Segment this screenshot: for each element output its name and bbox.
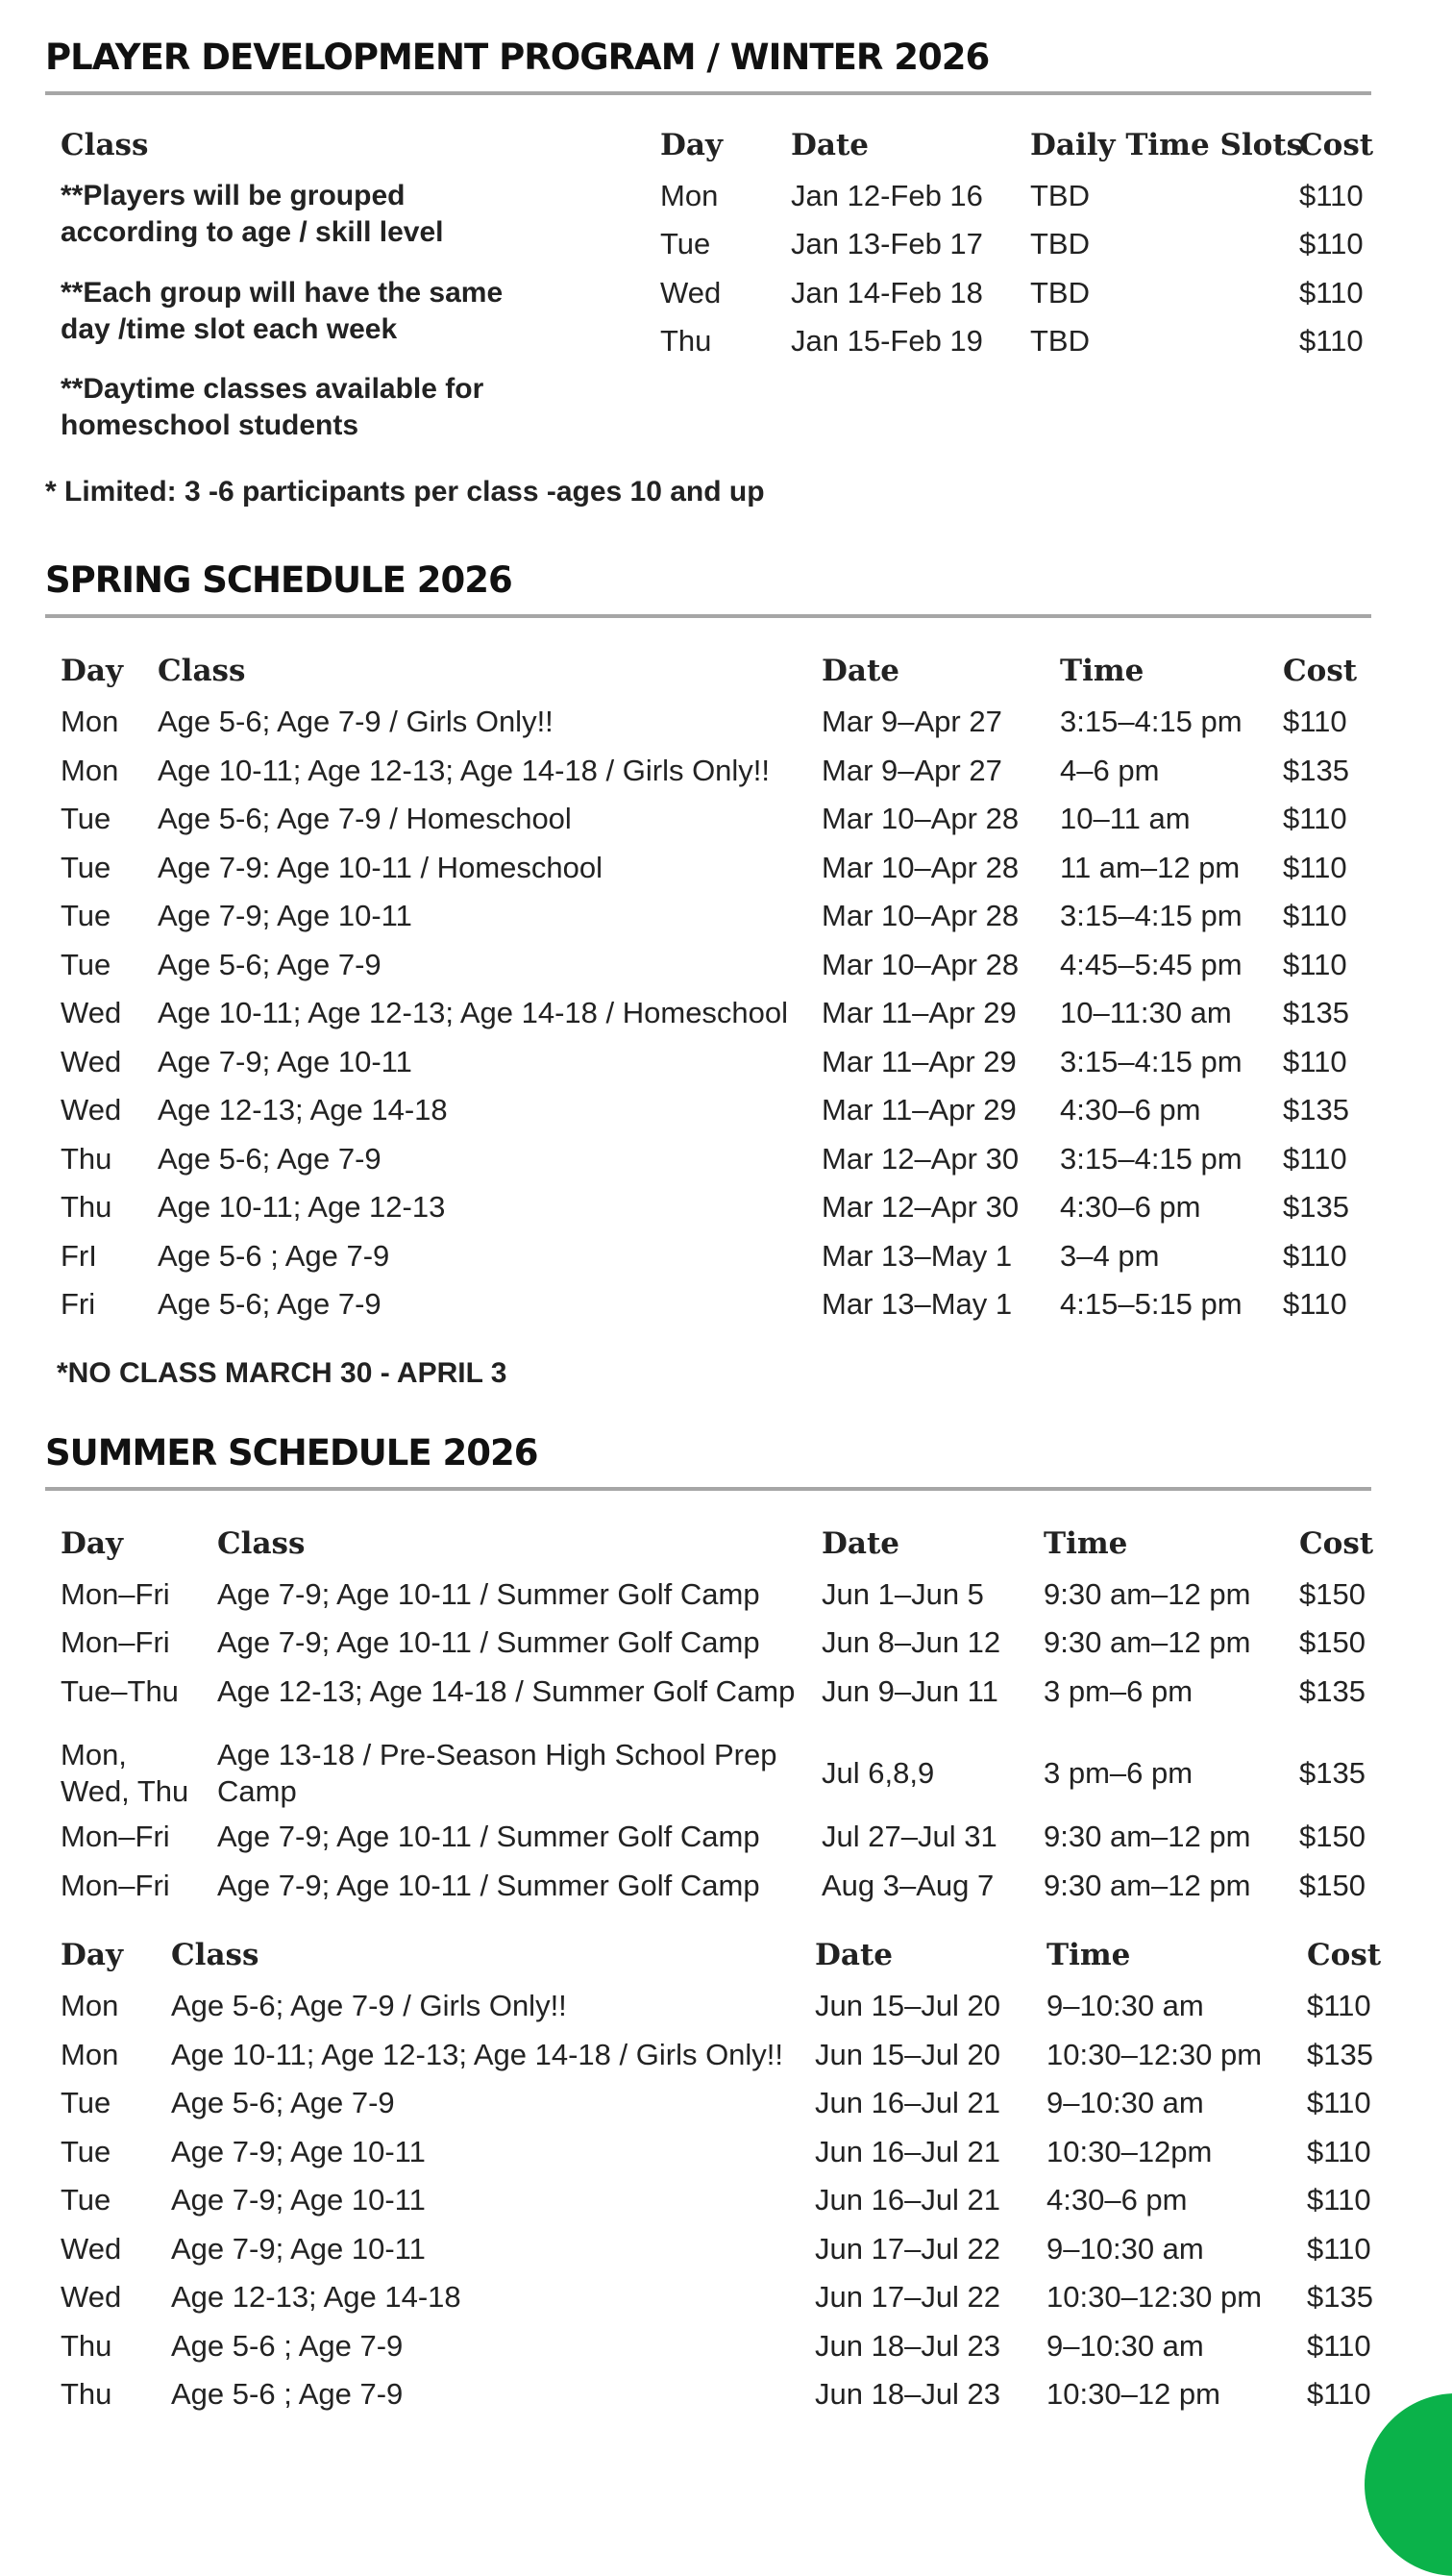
summer-header-class: Class bbox=[217, 1526, 306, 1561]
summer-weekly-row-class: Age 5-6; Age 7-9 bbox=[171, 2086, 395, 2119]
spring-row-class: Age 5-6; Age 7-9 / Girls Only!! bbox=[158, 705, 554, 738]
spring-row-cost: $110 bbox=[1283, 705, 1347, 738]
summer-weekly-row-class: Age 7-9; Age 10-11 bbox=[171, 2183, 426, 2217]
spring-section-title: SPRING SCHEDULE 2026 bbox=[45, 559, 1371, 618]
summer-weekly-row-date: Jun 16–Jul 21 bbox=[815, 2183, 1001, 2217]
summer-weekly-row-date: Jun 16–Jul 21 bbox=[815, 2086, 1001, 2119]
summer-weekly-row-time: 9–10:30 am bbox=[1046, 2231, 1204, 2266]
spring-row-date: Mar 12–Apr 30 bbox=[822, 1141, 1020, 1176]
spring-row-class: Age 12-13; Age 14-18 bbox=[158, 1093, 448, 1127]
spring-row-day: Fri bbox=[61, 1287, 96, 1321]
summer-weekly-row-class: Age 12-13; Age 14-18 bbox=[171, 2280, 461, 2314]
winter-note-homeschool: **Daytime classes available for homeschool students bbox=[61, 373, 484, 441]
summer-weekly-row-date: Jun 18–Jul 23 bbox=[815, 2328, 1001, 2363]
spring-no-class-note: *NO CLASS MARCH 30 - APRIL 3 bbox=[57, 1357, 507, 1389]
summer-weekly-row-day: Tue bbox=[61, 2134, 111, 2168]
spring-row-class: Age 5-6; Age 7-9 bbox=[158, 1141, 381, 1176]
summer-weekly-row-time: 4:30–6 pm bbox=[1046, 2183, 1188, 2217]
spring-header-day: Day bbox=[61, 654, 123, 688]
spring-row-time: 10–11 am bbox=[1060, 802, 1191, 835]
summer-header-date: Date bbox=[822, 1526, 900, 1561]
winter-note-same-slot: **Each group will have the same day /time slot each week bbox=[61, 277, 504, 345]
spring-row-time: 3–4 pm bbox=[1060, 1238, 1160, 1273]
spring-row-class: Age 5-6 ; Age 7-9 bbox=[158, 1238, 390, 1273]
spring-row-class: Age 5-6; Age 7-9 bbox=[158, 1287, 381, 1321]
spring-row-cost: $135 bbox=[1283, 996, 1349, 1029]
spring-row-class: Age 10-11; Age 12-13; Age 14-18 / Girls Only!! bbox=[158, 753, 771, 787]
spring-row-time: 4:30–6 pm bbox=[1060, 1093, 1201, 1127]
summer-weekly-row-cost: $110 bbox=[1307, 2183, 1371, 2217]
summer-weekly-row-day: Wed bbox=[61, 2231, 122, 2266]
summer-weekly-row-time: 10:30–12:30 pm bbox=[1046, 2037, 1263, 2071]
spring-row-time: 4:15–5:15 pm bbox=[1060, 1287, 1243, 1321]
winter-header-date: Date bbox=[791, 128, 870, 162]
spring-row-date: Mar 9–Apr 27 bbox=[822, 705, 1002, 738]
spring-row-time: 3:15–4:15 pm bbox=[1060, 1044, 1243, 1078]
summer-weekly-row-cost: $110 bbox=[1307, 2377, 1371, 2411]
spring-row-cost: $110 bbox=[1283, 1238, 1347, 1273]
spring-row-cost: $110 bbox=[1283, 802, 1347, 835]
summer-weekly-row-date: Jun 17–Jul 22 bbox=[815, 2231, 1001, 2266]
spring-header-class: Class bbox=[158, 654, 246, 688]
spring-row-day: Wed bbox=[61, 1093, 122, 1127]
spring-row-time: 4:30–6 pm bbox=[1060, 1190, 1201, 1224]
summer-weekly-row-date: Jun 16–Jul 21 bbox=[815, 2134, 1001, 2168]
winter-header-day: Day bbox=[660, 128, 723, 162]
spring-row-cost: $135 bbox=[1283, 1093, 1349, 1127]
spring-row-class: Age 7-9: Age 10-11 / Homeschool bbox=[158, 850, 603, 884]
summer-weekly-row-class: Age 5-6; Age 7-9 / Girls Only!! bbox=[171, 1989, 567, 2022]
summer-weekly-row-day: Wed bbox=[61, 2280, 122, 2314]
spring-row-time: 4–6 pm bbox=[1060, 753, 1160, 787]
spring-row-day: Tue bbox=[61, 947, 111, 981]
summer-weekly-row-day: Tue bbox=[61, 2183, 111, 2217]
spring-row-date: Mar 11–Apr 29 bbox=[822, 1044, 1017, 1078]
spring-row-class: Age 10-11; Age 12-13; Age 14-18 / Homeschool bbox=[158, 996, 789, 1029]
spring-row-time: 3:15–4:15 pm bbox=[1060, 1141, 1243, 1176]
summer-weekly-row-class: Age 10-11; Age 12-13; Age 14-18 / Girls Only!! bbox=[171, 2037, 784, 2071]
summer-weekly-row-date: Jun 18–Jul 23 bbox=[815, 2377, 1001, 2411]
summer-header-cost: Cost bbox=[1299, 1526, 1374, 1561]
spring-row-cost: $110 bbox=[1283, 899, 1347, 932]
summer-weekly-row-class: Age 5-6 ; Age 7-9 bbox=[171, 2328, 404, 2363]
spring-row-class: Age 5-6; Age 7-9 bbox=[158, 947, 381, 981]
summer-weekly-row-cost: $110 bbox=[1307, 2086, 1371, 2119]
spring-row-date: Mar 10–Apr 28 bbox=[822, 947, 1020, 981]
spring-row-time: 4:45–5:45 pm bbox=[1060, 947, 1243, 981]
summer-header-day: Day bbox=[61, 1526, 123, 1561]
spring-row-day: Wed bbox=[61, 1044, 122, 1078]
winter-header-cost: Cost bbox=[1299, 128, 1374, 162]
summer-weekly-row-time: 10:30–12:30 pm bbox=[1046, 2280, 1263, 2314]
spring-row-day: Tue bbox=[61, 802, 111, 835]
summer-weekly-row-cost: $110 bbox=[1307, 2328, 1371, 2363]
summer-weekly-row-cost: $110 bbox=[1307, 2231, 1371, 2266]
summer-weekly-header-class: Class bbox=[171, 1938, 259, 1972]
spring-row-time: 3:15–4:15 pm bbox=[1060, 705, 1243, 738]
summer-weekly-row-class: Age 7-9; Age 10-11 bbox=[171, 2134, 426, 2168]
spring-row-day: Thu bbox=[61, 1141, 112, 1176]
spring-row-cost: $110 bbox=[1283, 1287, 1347, 1321]
spring-row-date: Mar 11–Apr 29 bbox=[822, 1093, 1017, 1127]
summer-weekly-row-day: Mon bbox=[61, 1989, 119, 2022]
summer-weekly-header-time: Time bbox=[1046, 1938, 1131, 1972]
summer-weekly-row-cost: $110 bbox=[1307, 2134, 1371, 2168]
spring-row-cost: $135 bbox=[1283, 753, 1349, 787]
spring-row-date: Mar 11–Apr 29 bbox=[822, 996, 1017, 1029]
spring-row-time: 10–11:30 am bbox=[1060, 996, 1232, 1029]
summer-weekly-header-day: Day bbox=[61, 1938, 123, 1972]
winter-note-grouping: **Players will be grouped according to age / skill level bbox=[61, 180, 444, 248]
summer-weekly-row-time: 10:30–12pm bbox=[1046, 2134, 1213, 2168]
spring-row-cost: $110 bbox=[1283, 947, 1347, 981]
spring-row-cost: $110 bbox=[1283, 850, 1347, 884]
spring-row-time: 11 am–12 pm bbox=[1060, 850, 1241, 884]
summer-weekly-row-day: Thu bbox=[61, 2328, 112, 2363]
spring-row-day: Wed bbox=[61, 996, 122, 1029]
spring-row-day: Mon bbox=[61, 705, 119, 738]
summer-weekly-row-cost: $110 bbox=[1307, 1989, 1371, 2022]
spring-row-date: Mar 10–Apr 28 bbox=[822, 802, 1020, 835]
summer-header-time: Time bbox=[1044, 1526, 1128, 1561]
summer-weekly-row-cost: $135 bbox=[1307, 2037, 1373, 2071]
summer-weekly-row-time: 9–10:30 am bbox=[1046, 2086, 1204, 2119]
spring-header-cost: Cost bbox=[1283, 654, 1358, 688]
winter-header-slots: Daily Time Slots bbox=[1030, 128, 1304, 162]
spring-row-cost: $135 bbox=[1283, 1190, 1349, 1224]
spring-header-date: Date bbox=[822, 654, 900, 688]
summer-weekly-row-day: Mon bbox=[61, 2037, 119, 2071]
summer-weekly-row-date: Jun 17–Jul 22 bbox=[815, 2280, 1001, 2314]
spring-row-date: Mar 9–Apr 27 bbox=[822, 753, 1002, 787]
summer-weekly-row-class: Age 5-6 ; Age 7-9 bbox=[171, 2377, 404, 2411]
summer-weekly-row-class: Age 7-9; Age 10-11 bbox=[171, 2231, 426, 2266]
spring-row-date: Mar 12–Apr 30 bbox=[822, 1190, 1020, 1224]
spring-row-time: 3:15–4:15 pm bbox=[1060, 899, 1243, 932]
winter-limit-note: * Limited: 3 -6 participants per class -ages 10 and up bbox=[45, 476, 765, 508]
spring-header-time: Time bbox=[1060, 654, 1144, 688]
schedule-page: PLAYER DEVELOPMENT PROGRAM / WINTER 2026 Class Day Date Daily Time Slots Cost **Players will be grouped according to age / skill level **Each group will have the same day /time slot each week **Daytime classes available for homeschool students Mon Jan 12-Feb 16 TBD $110 Tue Jan 13-Feb 17 TBD $110 Wed Jan 14-Feb 18 TBD $110 Thu Jan 15-Feb 19 TBD $110 * Limited: 3 -6 participants per class -ages 10 and up SPRING SCHEDULE 2026 Day Class Date Time Cost Mon Age 5-6; Age 7-9 / Girls Only!! Mar 9–Apr 27 3:15–4:15 pm $110 Mon Age 10-11; Age 12-13; Age 14-18 / Girls Only!! Mar 9–Apr 27 4–6 pm $135 Tue Age 5-6; Age 7-9 / Homeschool Mar 10–Apr 28 10–11 am $110 Tue Age 7-9: Age 10-11 / Homeschool Mar 10–Apr 28 11 am–12 pm $110 Tue Age 7-9; Age 10-11 Mar 10–Apr 28 3:15–4:15 pm $110 Tue Age 5-6; Age 7-9 Mar 10–Apr 28 4:45–5:45 pm $110 Wed Age 10-11; Age 12-13; Age 14-18 / Homeschool Mar 11–Apr 29 10–11:30 am $135 Wed Age 7-9; Age 10-11 Mar 11–Apr 29 3:15–4:15 pm $110 Wed Age 12-13; Age 14-18 Mar 11–Apr 29 4:30–6 pm $135 Thu Age 5-6; Age 7-9 Mar 12–Apr 30 3:15–4:15 pm $110 Thu Age 10-11; Age 12-13 Mar 12–Apr 30 4:30–6 pm $135 FrI Age 5-6 ; Age 7-9 Mar 13–May 1 3–4 pm $110 Fri Age 5-6; Age 7-9 Mar 13–May 1 4:15–5:15 pm $110 *NO CLASS MARCH 30 - APRIL 3 SUMMER SCHEDULE 2026 Day Class Date Time Cost Mon–Fri Age 7-9; Age 10-11 / Summer Golf Camp Jun 1–Jun 5 9:30 am–12 pm $150 Mon–Fri Age 7-9; Age 10-11 / Summer Golf Camp Jun 8–Jun 12 9:30 am–12 pm $150 Tue–Thu Age 12-13; Age 14-18 / Summer Golf Camp Jun 9–Jun 11 3 pm–6 pm $135 Mon, Wed, Thu Age 13-18 / Pre-Season High School Prep Camp Jul 6,8,9 3 pm–6 pm $135 Mon–Fri Age 7-9; Age 10-11 / Summer Golf Camp Jul 27–Jul 31 9:30 am–12 pm $150 Mon–Fri Age 7-9; Age 10-11 / Summer Golf Camp Aug 3–Aug 7 9:30 am–12 pm $150 Day Class Date Time Cost Mon Age 5-6; Age 7-9 / Girls Only!! Jun 15–Jul 20 9–10:30 am $110 Mon Age 10-11; Age 12-13; Age 14-18 / Girls Only!! Jun 15–Jul 20 10:30–12:30 pm $135 Tue Age 5-6; Age 7-9 Jun 16–Jul 21 9–10:30 am $110 Tue Age 7-9; Age 10-11 Jun 16–Jul 21 10:30–12pm $110 Tue Age 7-9; Age 10-11 Jun 16–Jul 21 4:30–6 pm $110 Wed Age 7-9; Age 10-11 Jun 17–Jul 22 9–10:30 am $110 Wed Age 12-13; Age 14-18 Jun 17–Jul 22 10:30–12:30 pm $135 Thu Age 5-6 ; Age 7-9 Jun 18–Jul 23 9–10:30 am $110 Thu Age 5-6 ; Age 7-9 Jun 18–Jul 23 10:30–12 pm $110 bbox=[0, 0, 1452, 2461]
winter-header-class: Class bbox=[61, 128, 149, 162]
summer-weekly-row-time: 9–10:30 am bbox=[1046, 2328, 1204, 2363]
spring-row-cost: $110 bbox=[1283, 1044, 1347, 1078]
spring-row-cost: $110 bbox=[1283, 1141, 1347, 1176]
spring-row-class: Age 5-6; Age 7-9 / Homeschool bbox=[158, 802, 572, 835]
spring-row-date: Mar 13–May 1 bbox=[822, 1238, 1013, 1273]
spring-row-day: Tue bbox=[61, 850, 111, 884]
spring-row-class: Age 7-9; Age 10-11 bbox=[158, 899, 412, 932]
summer-weekly-row-date: Jun 15–Jul 20 bbox=[815, 1989, 1001, 2022]
spring-row-date: Mar 10–Apr 28 bbox=[822, 850, 1020, 884]
spring-row-date: Mar 10–Apr 28 bbox=[822, 899, 1020, 932]
spring-row-day: FrI bbox=[61, 1238, 97, 1273]
summer-weekly-header-cost: Cost bbox=[1307, 1938, 1382, 1972]
winter-section-title: PLAYER DEVELOPMENT PROGRAM / WINTER 2026 bbox=[45, 37, 1371, 95]
summer-weekly-row-date: Jun 15–Jul 20 bbox=[815, 2037, 1001, 2071]
summer-weekly-row-time: 10:30–12 pm bbox=[1046, 2377, 1220, 2411]
summer-weekly-row-cost: $135 bbox=[1307, 2280, 1373, 2314]
spring-row-day: Tue bbox=[61, 899, 111, 932]
spring-row-date: Mar 13–May 1 bbox=[822, 1287, 1013, 1321]
spring-row-day: Thu bbox=[61, 1190, 112, 1224]
summer-weekly-row-day: Thu bbox=[61, 2377, 112, 2411]
summer-weekly-row-day: Tue bbox=[61, 2086, 111, 2119]
spring-row-class: Age 10-11; Age 12-13 bbox=[158, 1190, 446, 1224]
summer-weekly-row-time: 9–10:30 am bbox=[1046, 1989, 1204, 2022]
spring-row-class: Age 7-9; Age 10-11 bbox=[158, 1044, 412, 1078]
green-corner-decoration bbox=[1365, 2393, 1452, 2576]
summer-section-title: SUMMER SCHEDULE 2026 bbox=[45, 1432, 1371, 1491]
spring-row-day: Mon bbox=[61, 753, 119, 787]
summer-weekly-header-date: Date bbox=[815, 1938, 894, 1972]
